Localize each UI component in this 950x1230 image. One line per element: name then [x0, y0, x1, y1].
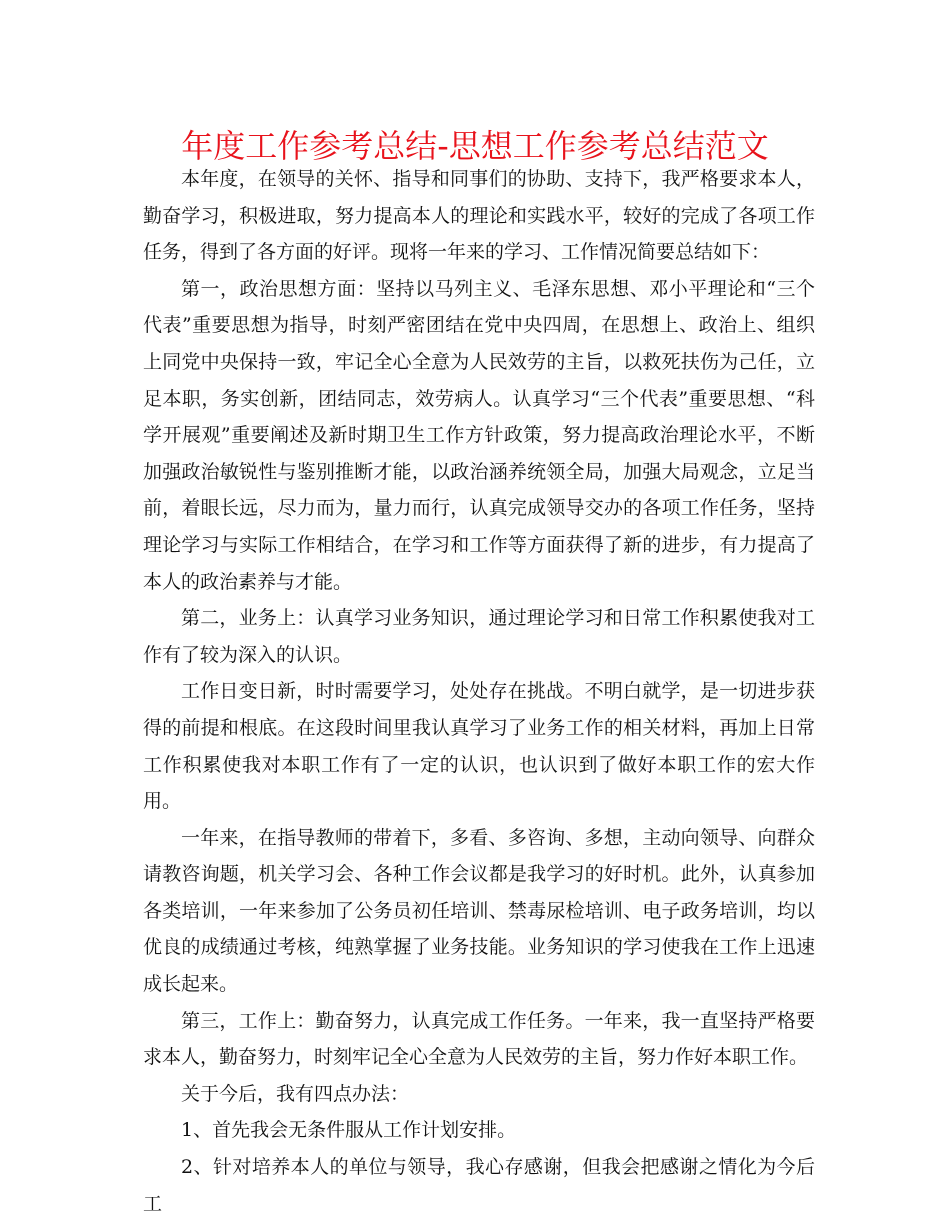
paragraph-political: 第一，政治思想方面：坚持以马列主义、毛泽东思想、邓小平理论和“三个代表”重要思想为指导，时刻严密团结在党中央四周，在思想上、政治上、组织上同党中央保持一致，牢记全心全意为人民效劳的主旨，以救死扶伤为己任，立足本职，务实创新，团结同志，效劳病人。认真学习“三个代表”重要思想、“科学开展观”重要阐述及新时期卫生工作方针政策，努力提高政治理论水平，不断加强政治敏锐性与鉴别推断才能，以政治涵养统领全局，加强大局观念，立足当前，着眼长远，尽力而为，量力而行，认真完成领导交办的各项工作任务，坚持理论学习与实际工作相结合，在学习和工作等方面获得了新的进步，有力提高了本人的政治素养与才能。: [143, 277, 815, 593]
paragraph-work: 第三，工作上：勤奋努力，认真完成工作任务。一年来，我一直坚持严格要求本人，勤奋努力，时刻牢记全心全意为人民效劳的主旨，努力作好本职工作。: [143, 1009, 815, 1069]
paragraph-item-1: 1、首先我会无条件服从工作计划安排。: [181, 1119, 517, 1142]
document-body: [143, 161, 815, 1222]
paragraph-item-2: 2、针对培养本人的单位与领导，我心存感谢，但我会把感谢之情化为今后工: [143, 1156, 815, 1215]
document-title: 年度工作参考总结-思想工作参考总结范文: [181, 127, 769, 165]
paragraph-learning: 工作日变日新，时时需要学习，处处存在挑战。不明白就学，是一切进步获得的前提和根底。在这段时间里我认真学习了业务工作的相关材料，再加上日常工作积累使我对本职工作有了一定的认识，也认识到了做好本职工作的宏大作用。: [143, 680, 815, 813]
paragraph-business: 第二，业务上：认真学习业务知识，通过理论学习和日常工作积累使我对工作有了较为深入的认识。: [143, 607, 815, 666]
paragraph-intro: 本年度，在领导的关怀、指导和同事们的协助、支持下，我严格要求本人，勤奋学习，积极进取，努力提高本人的理论和实践水平，较好的完成了各项工作任务，得到了各方面的好评。现将一年来的学习、工作情况简要总结如下：: [143, 168, 815, 264]
paragraph-training: 一年来，在指导教师的带着下，多看、多咨询、多想，主动向领导、向群众请教咨询题，机关学习会、各种工作会议都是我学习的好时机。此外，认真参加各类培训，一年来参加了公务员初任培训、禁毒尿检培训、电子政务培训，均以优良的成绩通过考核，纯熟掌握了业务技能。业务知识的学习使我在工作上迅速成长起来。: [143, 826, 815, 996]
paragraph-future: 关于今后，我有四点办法：: [181, 1082, 410, 1105]
